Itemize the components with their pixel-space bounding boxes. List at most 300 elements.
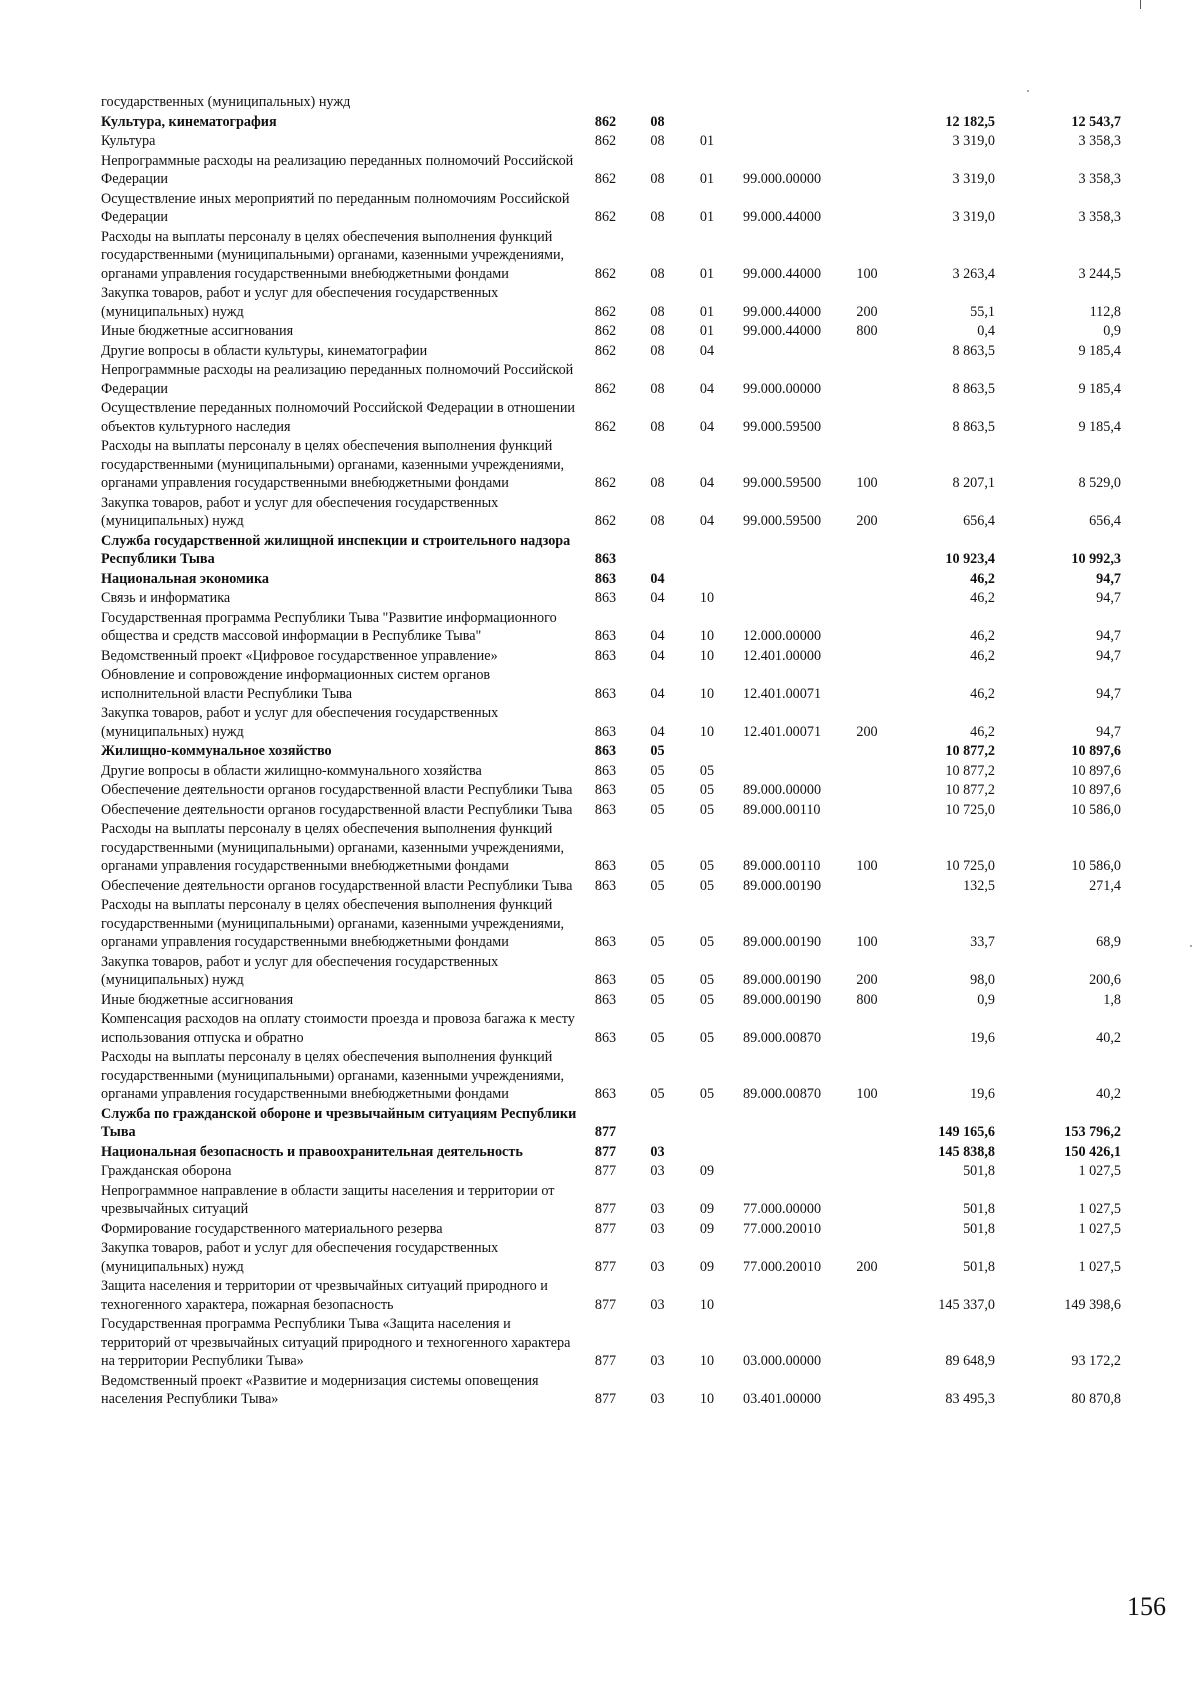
section-code: 03	[650, 1258, 665, 1275]
expense-type-code: 100	[856, 265, 878, 282]
table-row	[101, 570, 1131, 590]
amount-year-1: 46,2	[970, 570, 995, 587]
amount-year-1: 46,2	[970, 685, 995, 702]
department-code: 863	[594, 628, 617, 644]
amount-year-1: 10 877,2	[945, 762, 995, 779]
amount-year-2: 1,8	[1103, 991, 1121, 1008]
section-code: 08	[650, 265, 665, 282]
section-code: 05	[650, 782, 665, 798]
table-row	[101, 494, 1131, 532]
amount-year-1: 0,4	[977, 323, 995, 339]
department-code: 877	[594, 1124, 617, 1140]
subsection-code: 01	[699, 323, 715, 339]
budget-item-name: Иные бюджетные ассигнования	[101, 991, 294, 1008]
amount-year-2: 93 172,2	[1071, 1353, 1121, 1369]
department-code: 862	[594, 133, 617, 149]
target-article-code: 12.401.00071	[743, 723, 822, 740]
table-row	[101, 1162, 1131, 1182]
department-code: 862	[594, 475, 617, 491]
amount-year-2: 1 027,5	[1078, 1258, 1121, 1275]
subsection-code: 05	[699, 782, 715, 798]
section-code: 08	[650, 323, 665, 339]
amount-year-2: 9 185,4	[1078, 380, 1121, 397]
amount-year-2: 9 185,4	[1078, 418, 1121, 435]
amount-year-2: 94,7	[1096, 685, 1121, 702]
amount-year-1: 10 923,4	[945, 551, 995, 567]
table-row	[101, 704, 1131, 742]
budget-item-name: Связь и информатика	[101, 590, 231, 606]
budget-item-name: Служба государственной жилищной инспекции и строительного надзора Республики Тыва	[101, 532, 571, 567]
section-code: 05	[650, 934, 665, 950]
table-row	[101, 1143, 1131, 1163]
budget-item-name: Формирование государственного материального резерва	[101, 1220, 443, 1237]
subsection-code: 05	[699, 877, 715, 894]
section-code: 08	[650, 209, 665, 225]
budget-item-name: Обеспечение деятельности органов государственной власти Республики Тыва	[101, 801, 573, 818]
table-row	[101, 228, 1131, 285]
amount-year-2: 1 027,5	[1078, 1201, 1121, 1217]
department-code: 863	[594, 858, 617, 874]
table-row	[101, 1315, 1131, 1372]
target-article-code: 99.000.44000	[743, 303, 822, 320]
target-article-code: 77.000.20010	[743, 1220, 822, 1237]
amount-year-1: 10 877,2	[945, 782, 995, 798]
budget-item-name: Государственная программа Республики Тыва "Развитие информационного общества и средств массовой информации в Республике Тыва"	[101, 609, 557, 644]
subsection-code: 05	[699, 991, 715, 1008]
department-code: 863	[594, 1029, 617, 1046]
subsection-code: 10	[699, 590, 715, 606]
subsection-code: 09	[699, 1163, 715, 1179]
subsection-code: 05	[699, 801, 715, 818]
section-code: 04	[650, 628, 665, 644]
table-row	[101, 609, 1131, 647]
department-code: 863	[594, 934, 617, 950]
department-code: 862	[594, 303, 617, 320]
amount-year-2: 3 358,3	[1078, 133, 1121, 149]
table-row	[101, 437, 1131, 494]
section-code: 03	[650, 1296, 665, 1313]
department-code: 863	[594, 801, 617, 818]
subsection-code: 10	[699, 723, 715, 740]
section-code: 03	[650, 1391, 665, 1407]
amount-year-1: 132,5	[963, 877, 995, 894]
amount-year-2: 149 398,6	[1064, 1296, 1121, 1313]
amount-year-1: 145 838,8	[938, 1143, 995, 1160]
section-code: 08	[650, 171, 665, 187]
amount-year-2: 10 897,6	[1071, 782, 1121, 798]
budget-item-name: государственных (муниципальных) нужд	[101, 94, 351, 110]
amount-year-1: 46,2	[970, 628, 995, 644]
table-row	[101, 647, 1131, 667]
table-row	[101, 589, 1131, 609]
target-article-code: 12.401.00071	[743, 685, 822, 702]
amount-year-2: 94,7	[1096, 570, 1121, 587]
section-code: 08	[650, 513, 665, 529]
table-row	[101, 781, 1131, 801]
section-code: 03	[650, 1201, 665, 1217]
budget-item-name: Закупка товаров, работ и услуг для обеспечения государственных (муниципальных) нужд	[101, 705, 499, 740]
table-row	[101, 1239, 1131, 1277]
subsection-code: 04	[699, 342, 715, 359]
budget-item-name: Закупка товаров, работ и услуг для обеспечения государственных (муниципальных) нужд	[101, 285, 499, 320]
amount-year-2: 112,8	[1089, 303, 1121, 320]
expense-type-code: 100	[856, 475, 878, 491]
budget-item-name: Жилищно-коммунальное хозяйство	[101, 743, 332, 759]
amount-year-2: 10 897,6	[1071, 762, 1121, 779]
amount-year-1: 10 725,0	[945, 858, 995, 874]
budget-item-name: Расходы на выплаты персоналу в целях обеспечения выполнения функций государственными (муниципальными) органами, казенными учреждениями, органами управления государственными внебюджетными фондами	[101, 821, 565, 874]
department-code: 877	[594, 1296, 617, 1313]
amount-year-2: 3 358,3	[1078, 171, 1121, 187]
department-code: 863	[594, 685, 617, 702]
table-row	[101, 113, 1131, 133]
amount-year-2: 10 586,0	[1071, 858, 1121, 874]
amount-year-1: 149 165,6	[938, 1124, 995, 1140]
department-code: 877	[594, 1163, 617, 1179]
department-code: 863	[594, 991, 617, 1008]
amount-year-1: 10 725,0	[945, 801, 995, 818]
budget-item-name: Закупка товаров, работ и услуг для обеспечения государственных (муниципальных) нужд	[101, 494, 499, 529]
budget-item-name: Расходы на выплаты персоналу в целях обеспечения выполнения функций государственными (муниципальными) органами, казенными учреждениями, органами управления государственными внебюджетными фондами	[101, 897, 565, 950]
target-article-code: 77.000.20010	[743, 1258, 822, 1275]
budget-item-name: Непрограммные расходы на реализацию переданных полномочий Российской Федерации	[101, 362, 574, 397]
amount-year-2: 94,7	[1096, 628, 1121, 644]
table-row	[101, 399, 1131, 437]
table-row	[101, 801, 1131, 821]
department-code: 862	[594, 171, 617, 187]
amount-year-2: 94,7	[1096, 590, 1121, 606]
amount-year-2: 80 870,8	[1071, 1391, 1121, 1407]
expense-type-code: 800	[856, 991, 878, 1008]
department-code: 862	[594, 323, 617, 339]
section-code: 05	[650, 1086, 665, 1102]
table-row	[101, 820, 1131, 877]
department-code: 877	[594, 1143, 617, 1160]
department-code: 863	[594, 590, 617, 606]
amount-year-1: 3 319,0	[952, 171, 995, 187]
table-row	[101, 342, 1131, 362]
section-code: 05	[650, 858, 665, 874]
amount-year-1: 501,8	[963, 1163, 995, 1179]
budget-item-name: Расходы на выплаты персоналу в целях обеспечения выполнения функций государственными (муниципальными) органами, казенными учреждениями, органами управления государственными внебюджетными фондами	[101, 1049, 565, 1102]
subsection-code: 10	[699, 1391, 715, 1407]
target-article-code: 89.000.00190	[743, 934, 822, 950]
subsection-code: 05	[699, 1086, 715, 1102]
target-article-code: 03.000.00000	[743, 1353, 822, 1369]
table-row	[101, 132, 1131, 152]
section-code: 05	[650, 1029, 665, 1046]
subsection-code: 10	[699, 1296, 715, 1313]
expense-type-code: 200	[856, 1258, 878, 1275]
budget-item-name: Закупка товаров, работ и услуг для обеспечения государственных (муниципальных) нужд	[101, 1240, 499, 1275]
department-code: 863	[594, 1086, 617, 1102]
table-row	[101, 1010, 1131, 1048]
budget-item-name: Расходы на выплаты персоналу в целях обеспечения выполнения функций государственными (муниципальными) органами, казенными учреждениями, органами управления государственными внебюджетными фондами	[101, 438, 565, 491]
budget-item-name: Обеспечение деятельности органов государственной власти Республики Тыва	[101, 877, 573, 894]
subsection-code: 01	[699, 303, 715, 320]
budget-item-name: Компенсация расходов на оплату стоимости проезда и провоза багажа к месту использования отпуска и обратно	[101, 1011, 575, 1046]
amount-year-1: 8 863,5	[952, 418, 995, 435]
subsection-code: 04	[699, 513, 715, 529]
department-code: 862	[594, 209, 617, 225]
department-code: 863	[594, 551, 617, 567]
budget-item-name: Другие вопросы в области жилищно-коммунального хозяйства	[101, 762, 482, 779]
budget-item-name: Служба по гражданской обороне и чрезвычайным ситуациям Республики Тыва	[101, 1105, 577, 1140]
section-code: 08	[650, 342, 665, 359]
section-code: 05	[650, 877, 665, 894]
department-code: 863	[594, 743, 617, 759]
amount-year-1: 145 337,0	[938, 1296, 995, 1313]
amount-year-2: 68,9	[1096, 934, 1121, 950]
target-article-code: 99.000.44000	[743, 265, 822, 282]
department-code: 862	[594, 113, 617, 130]
target-article-code: 77.000.00000	[743, 1201, 822, 1217]
budget-item-name: Обновление и сопровождение информационных систем органов исполнительной власти Республики Тыва	[101, 667, 491, 702]
target-article-code: 99.000.59500	[743, 418, 822, 435]
budget-item-name: Ведомственный проект «Цифровое государственное управление»	[101, 647, 498, 664]
department-code: 862	[594, 380, 617, 397]
target-article-code: 89.000.00870	[743, 1029, 822, 1046]
subsection-code: 09	[699, 1201, 715, 1217]
amount-year-2: 0,9	[1103, 323, 1121, 339]
scan-artifact-dot	[1027, 90, 1029, 92]
budget-item-name: Гражданская оборона	[101, 1163, 232, 1179]
department-code: 877	[594, 1391, 617, 1407]
department-code: 877	[594, 1220, 617, 1237]
budget-item-name: Культура, кинематография	[101, 113, 277, 130]
amount-year-2: 3 244,5	[1078, 265, 1121, 282]
section-code: 04	[650, 685, 665, 702]
section-code: 03	[650, 1220, 665, 1237]
target-article-code: 99.000.00000	[743, 380, 822, 397]
department-code: 862	[594, 418, 617, 435]
subsection-code: 10	[699, 685, 715, 702]
subsection-code: 10	[699, 628, 715, 644]
subsection-code: 04	[699, 475, 715, 491]
target-article-code: 12.401.00000	[743, 647, 822, 664]
amount-year-1: 8 207,1	[952, 475, 995, 491]
subsection-code: 10	[699, 1353, 715, 1369]
budget-item-name: Национальная безопасность и правоохранительная деятельность	[101, 1143, 523, 1160]
table-row	[101, 666, 1131, 704]
budget-table	[101, 93, 1131, 1410]
amount-year-1: 12 182,5	[945, 113, 995, 130]
amount-year-2: 10 897,6	[1071, 743, 1121, 759]
amount-year-2: 3 358,3	[1078, 209, 1121, 225]
expense-type-code: 100	[856, 1086, 878, 1102]
target-article-code: 99.000.44000	[743, 323, 822, 339]
target-article-code: 12.000.00000	[743, 628, 822, 644]
amount-year-1: 8 863,5	[952, 342, 995, 359]
target-article-code: 89.000.00110	[743, 858, 821, 874]
target-article-code: 89.000.00110	[743, 801, 821, 818]
budget-item-name: Осуществление переданных полномочий Российской Федерации в отношении объектов культурного наследия	[101, 400, 576, 435]
subsection-code: 01	[699, 133, 715, 149]
table-row	[101, 93, 1131, 113]
section-code: 04	[650, 570, 665, 587]
table-row	[101, 1182, 1131, 1220]
amount-year-2: 200,6	[1089, 972, 1121, 988]
subsection-code: 05	[699, 1029, 715, 1046]
amount-year-1: 89 648,9	[945, 1353, 995, 1369]
table-row	[101, 1372, 1131, 1410]
subsection-code: 09	[699, 1220, 715, 1237]
target-article-code: 99.000.00000	[743, 171, 822, 187]
department-code: 862	[594, 342, 617, 359]
table-row	[101, 742, 1131, 762]
amount-year-2: 656,4	[1089, 513, 1121, 529]
target-article-code: 89.000.00000	[743, 782, 822, 798]
table-row	[101, 532, 1131, 570]
subsection-code: 09	[699, 1258, 715, 1275]
budget-item-name: Национальная экономика	[101, 570, 270, 587]
subsection-code: 05	[699, 934, 715, 950]
subsection-code: 01	[699, 209, 715, 225]
section-code: 08	[650, 303, 665, 320]
page-number: 156	[1127, 1592, 1166, 1621]
amount-year-2: 153 796,2	[1064, 1124, 1121, 1140]
expense-type-code: 800	[856, 323, 878, 339]
budget-item-name: Ведомственный проект «Развитие и модернизация системы оповещения населения Республики Тыва»	[101, 1372, 539, 1407]
section-code: 05	[650, 972, 665, 988]
budget-item-name: Закупка товаров, работ и услуг для обеспечения государственных (муниципальных) нужд	[101, 953, 499, 988]
department-code: 863	[594, 723, 617, 740]
amount-year-1: 10 877,2	[945, 743, 995, 759]
section-code: 08	[650, 475, 665, 491]
department-code: 877	[594, 1353, 617, 1369]
expense-type-code: 200	[856, 723, 878, 740]
expense-type-code: 200	[856, 513, 878, 529]
target-article-code: 99.000.44000	[743, 209, 822, 225]
budget-item-name: Культура	[101, 133, 156, 149]
table-row	[101, 284, 1131, 322]
subsection-code: 05	[699, 858, 715, 874]
amount-year-2: 10 992,3	[1071, 551, 1121, 567]
scan-artifact-dot	[1190, 945, 1192, 947]
amount-year-1: 33,7	[970, 934, 995, 950]
table-row	[101, 361, 1131, 399]
budget-item-name: Другие вопросы в области культуры, кинематографии	[101, 342, 428, 359]
section-code: 08	[650, 113, 665, 130]
amount-year-1: 46,2	[970, 590, 995, 606]
amount-year-1: 46,2	[970, 647, 995, 664]
department-code: 862	[594, 265, 617, 282]
amount-year-2: 40,2	[1096, 1029, 1121, 1046]
table-row	[101, 190, 1131, 228]
amount-year-1: 83 495,3	[945, 1391, 995, 1407]
amount-year-2: 94,7	[1096, 647, 1121, 664]
subsection-code: 05	[699, 762, 715, 779]
section-code: 04	[650, 723, 665, 740]
department-code: 863	[594, 972, 617, 988]
department-code: 863	[594, 877, 617, 894]
table-row	[101, 1220, 1131, 1240]
table-row	[101, 762, 1131, 782]
table-row	[101, 1048, 1131, 1105]
department-code: 863	[594, 762, 617, 779]
target-article-code: 89.000.00190	[743, 972, 822, 988]
amount-year-1: 3 319,0	[952, 133, 995, 149]
amount-year-1: 656,4	[963, 513, 995, 529]
amount-year-1: 19,6	[970, 1029, 995, 1046]
amount-year-1: 0,9	[977, 991, 995, 1008]
amount-year-1: 55,1	[970, 303, 995, 320]
table-row	[101, 877, 1131, 897]
amount-year-2: 1 027,5	[1078, 1163, 1121, 1179]
department-code: 863	[594, 782, 617, 798]
amount-year-2: 8 529,0	[1078, 475, 1121, 491]
amount-year-2: 9 185,4	[1078, 342, 1121, 359]
subsection-code: 04	[699, 418, 715, 435]
section-code: 03	[650, 1143, 665, 1160]
section-code: 05	[650, 801, 665, 818]
budget-item-name: Осуществление иных мероприятий по переданным полномочиям Российской Федерации	[101, 190, 570, 225]
budget-item-name: Расходы на выплаты персоналу в целях обеспечения выполнения функций государственными (муниципальными) органами, казенными учреждениями, органами управления государственными внебюджетными фондами	[101, 228, 565, 282]
budget-item-name: Иные бюджетные ассигнования	[101, 323, 294, 339]
table-row	[101, 953, 1131, 991]
section-code: 03	[650, 1353, 665, 1369]
budget-item-name: Непрограммные расходы на реализацию переданных полномочий Российской Федерации	[101, 152, 574, 187]
table-row	[101, 991, 1131, 1011]
section-code: 08	[650, 133, 665, 149]
expense-type-code: 100	[856, 934, 878, 950]
section-code: 03	[650, 1163, 665, 1179]
amount-year-2: 40,2	[1096, 1086, 1121, 1102]
budget-item-name: Государственная программа Республики Тыва «Защита населения и территорий от чрезвычайных ситуаций природного и техногенного характера на территории Республики Тыва»	[101, 1316, 571, 1369]
table-row	[101, 322, 1131, 342]
target-article-code: 99.000.59500	[743, 475, 822, 491]
budget-item-name: Защита населения и территории от чрезвычайных ситуаций природного и техногенного характера, пожарная безопасность	[101, 1278, 548, 1313]
department-code: 863	[594, 570, 617, 587]
amount-year-1: 3 263,4	[952, 265, 995, 282]
table-row	[101, 152, 1131, 190]
scan-artifact-mark	[1140, 0, 1141, 9]
department-code: 863	[594, 647, 617, 664]
target-article-code: 89.000.00870	[743, 1086, 822, 1102]
section-code: 05	[650, 762, 665, 779]
amount-year-2: 150 426,1	[1064, 1143, 1121, 1160]
department-code: 877	[594, 1258, 617, 1275]
subsection-code: 05	[699, 972, 715, 988]
expense-type-code: 100	[856, 858, 878, 874]
section-code: 05	[650, 991, 665, 1008]
department-code: 877	[594, 1201, 617, 1217]
amount-year-1: 8 863,5	[952, 380, 995, 397]
table-row	[101, 1277, 1131, 1315]
section-code: 05	[650, 743, 665, 759]
amount-year-1: 501,8	[963, 1258, 995, 1275]
target-article-code: 89.000.00190	[743, 991, 822, 1008]
target-article-code: 89.000.00190	[743, 877, 822, 894]
expense-type-code: 200	[856, 972, 878, 988]
subsection-code: 10	[699, 647, 715, 664]
amount-year-1: 501,8	[963, 1220, 995, 1237]
amount-year-1: 98,0	[970, 972, 995, 988]
amount-year-1: 501,8	[963, 1201, 995, 1217]
section-code: 04	[650, 590, 665, 606]
amount-year-1: 19,6	[970, 1086, 995, 1102]
target-article-code: 99.000.59500	[743, 513, 822, 529]
subsection-code: 01	[699, 171, 715, 187]
target-article-code: 03.401.00000	[743, 1391, 822, 1407]
amount-year-2: 94,7	[1096, 723, 1121, 740]
budget-item-name: Обеспечение деятельности органов государственной власти Республики Тыва	[101, 782, 573, 798]
amount-year-2: 10 586,0	[1071, 801, 1121, 818]
section-code: 04	[650, 647, 665, 664]
budget-item-name: Непрограммное направление в области защиты населения и территории от чрезвычайных ситуаций	[101, 1182, 555, 1217]
table-row	[101, 1105, 1131, 1143]
amount-year-2: 1 027,5	[1078, 1220, 1121, 1237]
